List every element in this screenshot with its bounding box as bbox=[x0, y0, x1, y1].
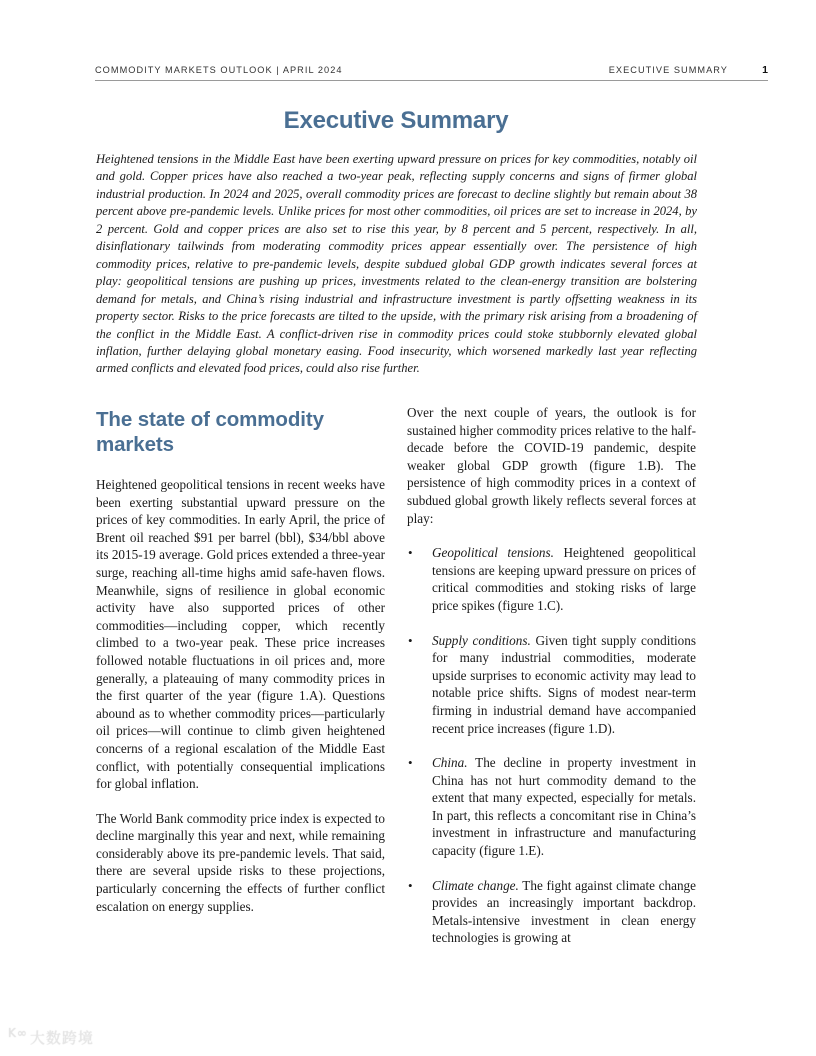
list-item-china bbox=[407, 754, 696, 860]
bullet-lead: China. bbox=[432, 755, 468, 771]
right-column bbox=[407, 404, 696, 947]
body-paragraph: Heightened geopolitical tensions in recent weeks have been exerting substantial upward pressure on the prices of key commodities. In early April, the price of Brent oil reached $91 per barrel (bbl), $34/bbl above its 2015-19 average. Gold prices extended a three-year surge, reaching all-time highs amid safe-haven flows. Meanwhile, signs of resilience in global economic activity have also supported prices of other commodities—including copper, which recently climbed to a two-year peak. These price increases followed notable fluctuations in oil prices and, more generally, a plateauing of many commodity prices in the first quarter of the year (figure 1.A). Questions abound as to whether commodity prices—particularly oil prices—will continue to climb given heightened concerns of a regional escalation of the Middle East conflict, with potentially consequential implications for global inflation. bbox=[96, 477, 385, 792]
bullet-icon: • bbox=[408, 632, 413, 648]
bullet-text: Given tight supply conditions for many industrial commodities, moderate upside surprises to economic activity may lead to notable price shifts. Signs of modest near-term firming in industrial demand have accompanied recent price increases (figure 1.D). bbox=[432, 632, 696, 736]
bullet-text: The fight against climate change provides an increasingly important backdrop. Metals-intensive investment in clean energy technologies is growing at bbox=[432, 877, 696, 946]
bullet-icon: • bbox=[408, 877, 413, 893]
bullet-lead: Climate change. bbox=[432, 877, 519, 893]
watermark bbox=[8, 1026, 94, 1048]
bullet-lead: Geopolitical tensions. bbox=[432, 545, 554, 561]
intro-paragraph: Over the next couple of years, the outlook is for sustained higher commodity prices relative to the half-decade before the COVID-19 pandemic, despite weaker global GDP growth (figure 1.B). The persistence of high commodity prices in a context of subdued global growth likely reflects several forces at play: bbox=[407, 405, 696, 526]
bullet-lead: Supply conditions. bbox=[432, 632, 531, 648]
watermark-logo-icon: K∞ bbox=[8, 1026, 28, 1040]
list-item-climate bbox=[407, 877, 696, 947]
page-number: 1 bbox=[762, 64, 768, 76]
bullet-text: Heightened geopolitical tensions are keeping upward pressure on prices of critical commodities and stoking risks of large price spikes (figure 1.C). bbox=[432, 545, 696, 613]
section-label: EXECUTIVE SUMMARY bbox=[608, 65, 728, 75]
executive-abstract: Heightened tensions in the Middle East have been exerting upward pressure on prices for key commodities, notably oil and gold. Copper prices have also reached a two-year peak, reflecting supply concerns and signs of firmer global industrial production. In 2024 and 2025, overall commodity prices are forecast to decline slightly but remain about 38 percent above pre-pandemic levels. Unlike prices for most other commodities, oil prices are set to increase in 2024, by 2 percent. Gold and copper prices are also set to rise this year, by 8 percent and 5 percent, respectively. In all, disinflationary tailwinds from moderating commodity prices appear essentially over. The persistence of high commodity prices, relative to pre-pandemic levels, despite subdued global GDP growth indicates several forces at play: geopolitical tensions are pushing up prices, investments related to the clean-energy transition are bolstering demand for metals, and China’s rising industrial and infrastructure investment is partly offsetting weakness in its property sector. Risks to the price forecasts are tilted to the upside, with the primary risk arising from a broadening of the conflict in the Middle East. A conflict-driven rise in commodity prices could stoke stubbornly elevated global inflation, further delaying global monetary easing. Food insecurity, which worsened markedly last year reflecting armed conflicts and elevated food prices, could also rise further. bbox=[96, 152, 697, 376]
page-title: Executive Summary bbox=[283, 107, 509, 134]
bullet-text: The decline in property investment in China has not hurt commodity demand to the extent that many expected, especially for metals. In part, this reflects a concomitant rise in China’s investment in infrastructure and manufacturing capacity (figure 1.E). bbox=[432, 755, 696, 859]
list-item-geopolitical bbox=[407, 544, 696, 614]
running-header bbox=[95, 63, 768, 81]
bullet-icon: • bbox=[408, 545, 413, 561]
publication-title: COMMODITY MARKETS OUTLOOK | APRIL 2024 bbox=[95, 65, 343, 75]
body-paragraph: The World Bank commodity price index is expected to decline marginally this year and next, while remaining considerably above its pre-pandemic levels. That said, there are several upside risks to these projections, particularly concerning the effects of further conflict escalation on energy supplies. bbox=[96, 810, 385, 914]
bullet-icon: • bbox=[408, 755, 413, 771]
list-item-supply bbox=[407, 632, 696, 738]
left-column bbox=[96, 404, 385, 915]
forces-list bbox=[407, 544, 696, 947]
watermark-text: 大数跨境 bbox=[29, 1029, 94, 1047]
section-heading: The state of commodity markets bbox=[96, 408, 324, 456]
